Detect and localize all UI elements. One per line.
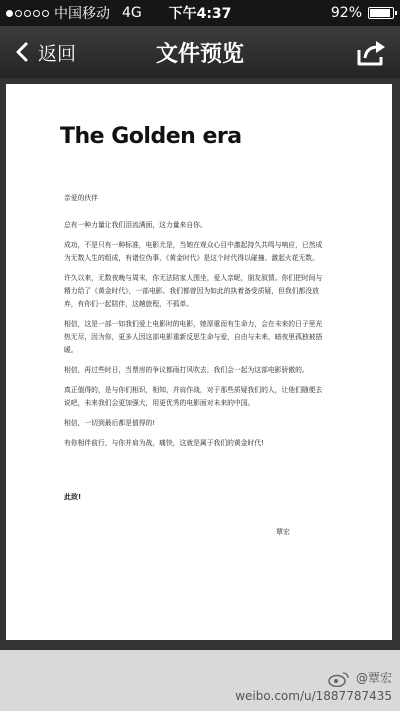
document-paragraph: 相信，一切到最后都是值得的! <box>64 419 156 427</box>
document-closing: 此致! <box>64 493 82 501</box>
signal-dot-filled <box>6 10 13 17</box>
weibo-logo-icon <box>328 671 350 687</box>
watermark-handle-line <box>235 669 392 687</box>
document-title: The Golden era <box>60 124 242 149</box>
chevron-left-icon <box>12 41 34 63</box>
document-paragraph: 相信，再过些时日，当票房的争议都雨打风吹去，我们会一起为这部电影骄傲的。 <box>64 366 309 374</box>
battery-status <box>331 5 394 21</box>
bottom-toolbar <box>0 650 400 711</box>
page-title: 文件预览 <box>155 41 245 67</box>
document-body <box>64 192 324 457</box>
signal-strength-icon <box>6 10 49 17</box>
document-paragraph: 相信，这是一部一如我们爱上电影时的电影，她厚重而有生命力，会在未来的日子里光热无尽，因为你，更多人因这部电影重新反思生命与爱，自由与未来，暗夜里孤独被捂暖。 <box>64 320 323 354</box>
network-type: 4G <box>122 5 142 21</box>
carrier-name: 中国移动 <box>54 6 110 22</box>
signal-dot-empty <box>15 10 22 17</box>
document-paragraph: 总有一种力量让我们泪流满面，这力量来自你。 <box>64 221 207 229</box>
back-label: 返回 <box>38 42 77 65</box>
document-signature: 覃宏 <box>276 528 290 536</box>
clock: 下午4:37 <box>168 6 232 22</box>
navigation-bar <box>0 26 400 78</box>
signal-dot-empty <box>24 10 31 17</box>
battery-fill <box>370 9 390 17</box>
document-paragraph: 成功，不是只有一种标准，电影尤是，当她在观众心目中激起持久共鸣与响应，已然成为无数人生的组成，有诸位伪事，《黄金时代》是这个时代得以碰撞、激起火花无数。 <box>64 241 323 262</box>
battery-icon <box>368 7 394 19</box>
battery-percent: 92% <box>330 5 362 21</box>
document-page <box>6 84 392 640</box>
share-icon[interactable] <box>356 38 386 68</box>
weibo-watermark <box>235 669 392 705</box>
signal-dot-empty <box>42 10 49 17</box>
watermark-handle: @覃宏 <box>355 671 392 685</box>
document-viewer[interactable] <box>0 78 400 650</box>
document-salutation: 亲爱的伙伴 <box>64 194 98 202</box>
document-paragraph: 有你相伴前行，与你并肩为战，痛快，这就是属于我们的黄金时代! <box>64 439 264 447</box>
document-paragraph: 真正值得的，是与你们相识，相知，并肩作战，对于那些质疑我们的人，让他们随便去说吧，未来我们会更加强大，用更优秀的电影面对未来的中国。 <box>64 386 323 407</box>
watermark-url: weibo.com/u/1887787435 <box>235 689 392 703</box>
back-button[interactable] <box>0 26 76 78</box>
signal-dot-empty <box>33 10 40 17</box>
status-bar <box>0 0 400 26</box>
document-paragraph: 许久以来，无数夜晚与周末，你无法陪家人围坐，爱人亲昵，朋友叙情。你们把时间与精力给了《黄金时代》，一部电影。我们都曾因为如此的执着备受质疑，但我们都没放弃，有你们一起陪伴，这趟旅程，不孤单。 <box>64 274 323 308</box>
